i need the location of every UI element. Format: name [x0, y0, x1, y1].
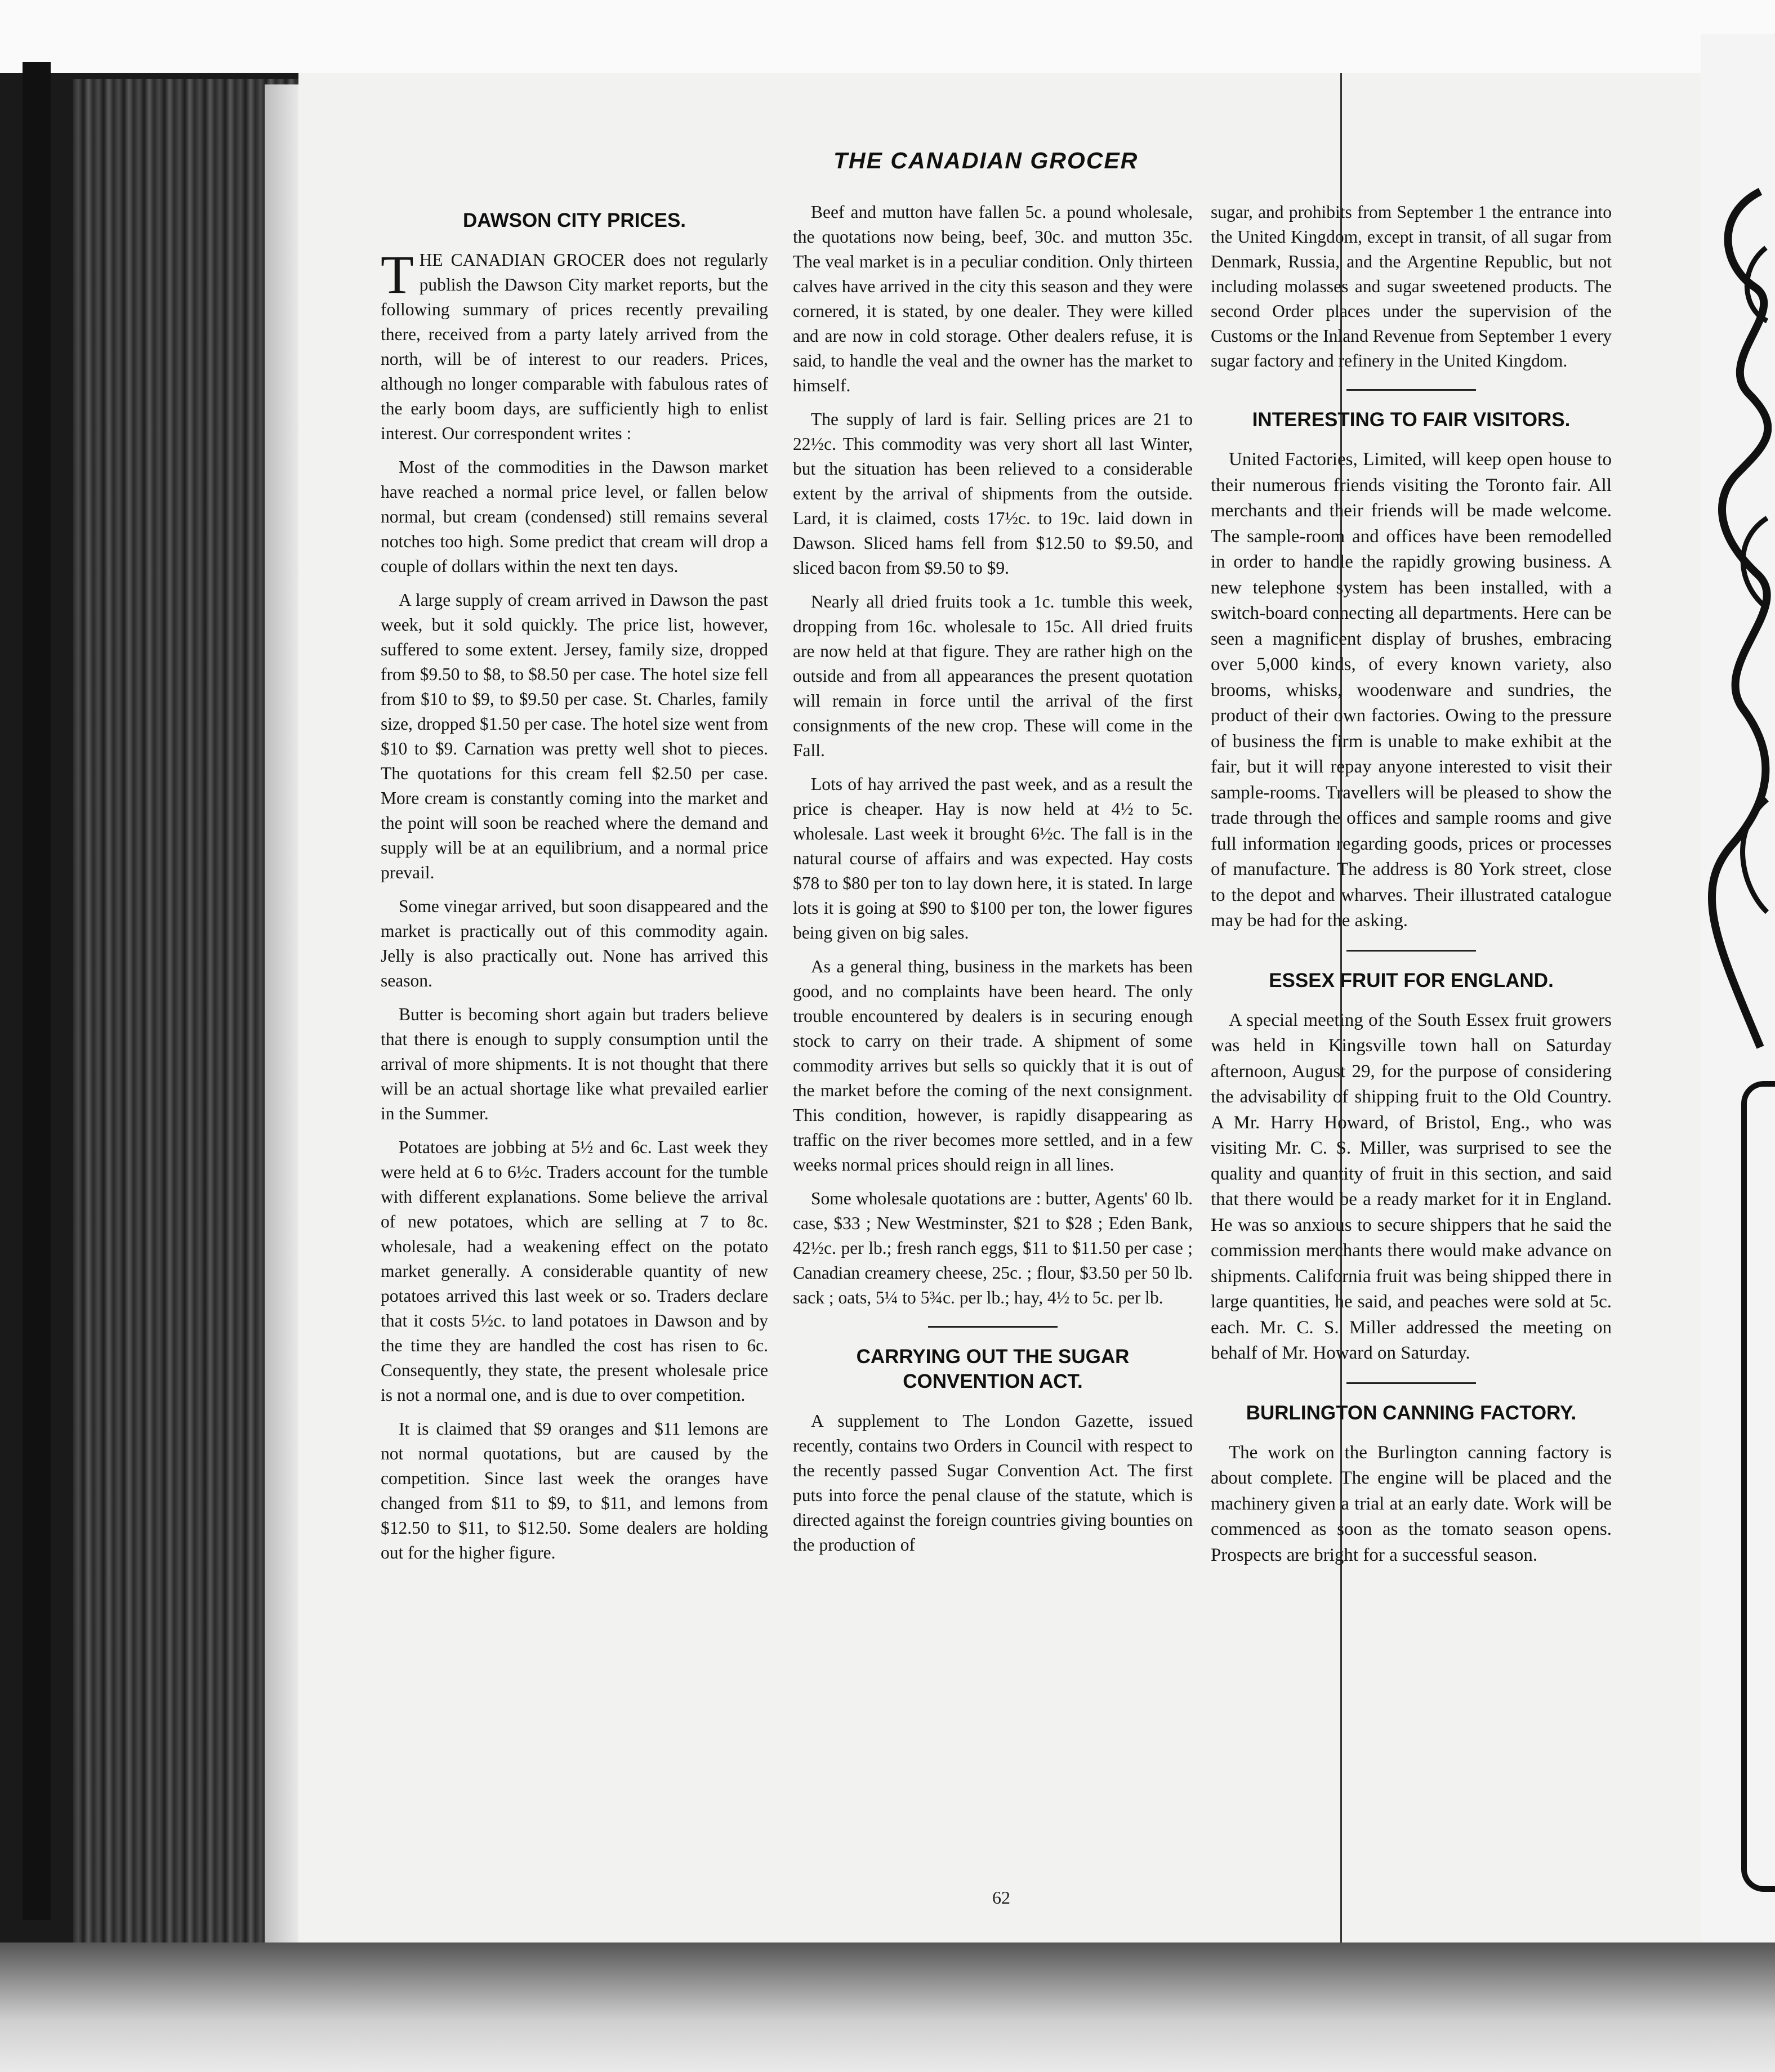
paragraph: A large supply of cream arrived in Dawson the past week, but it sold quickly. The price list, however, suffered to some extent. Jersey, family size, dropped from $9.50 to $8, to $8.50 per case. The hotel size fell from $10 to $9, to $9.50 per case. St. Charles, family size, dropped $1.50 per case. The hotel size went from $10 to $9. Carnation was pretty well shot to pieces. The quotations for this cream fell $2.50 per case. More cream is constantly coming into the market and the point will soon be reached where the demand and supply will be at an equilibrium, and a normal price prevail.: [381, 590, 768, 882]
paragraph: A special meeting of the South Essex fruit growers was held in Kingsville town hall on Saturday afternoon, August 29, for the purpose of considering the advisability of shipping fruit to the Old Country. A Mr. Harry Howard, of Bristol, Eng., who was visiting Mr. C. S. Miller, was surprised to see the quality and quantity of fruit in this section, and said that there would be a ready market for it in England. He was so anxious to secure shippers that he said the commission merchants there would make advance on shipments. California fruit was being shipped there in large quantities, he said, and peaches were sold at 5c. each. Mr. C. S. Miller addressed the meeting on behalf of Mr. Howard on Saturday.: [1211, 1010, 1612, 1363]
page-stack-edge: [265, 84, 298, 1942]
section-rule: [1346, 950, 1476, 952]
facing-page-frame: [1741, 1081, 1775, 1892]
film-border-bottom: [0, 1942, 1775, 2072]
section-rule: [1346, 389, 1476, 391]
paragraph: Butter is becoming short again but traders believe that there is enough to supply consumption until the arrival of more shipments. It is not thought that there will be an actual shortage like what prevailed earlier in the Summer.: [381, 1004, 768, 1123]
paragraph: As a general thing, business in the markets has been good, and no complaints have been heard. The only trouble encountered by dealers is in securing enough stock to carry on their trade. A shipment of some commodity arrives but sells so quickly that it is out of the market before the coming of the next consignment. This condition, however, is rapidly disappearing as traffic on the river becomes more settled, and in a few weeks normal prices should reign in all lines.: [793, 957, 1193, 1175]
film-border-top: [0, 0, 1775, 73]
headline-sugar-convention: CARRYING OUT THE SUGAR CONVENTION ACT.: [856, 1346, 1130, 1392]
page-number: 62: [992, 1887, 1010, 1908]
paragraph: Most of the commodities in the Dawson market have reached a normal price level, or fallen below normal, but cream (condensed) still remains several notches too high. Some predict that cream will drop a couple of dollars within the next ten days.: [381, 457, 768, 576]
paragraph: Some vinegar arrived, but soon disappeared and the market is practically out of this commodity again. Jelly is also practically out. None has arrived this season.: [381, 896, 768, 990]
headline-dawson: DAWSON CITY PRICES.: [462, 209, 686, 231]
paragraph: A supplement to The London Gazette, issued recently, contains two Orders in Council with respect to the recently passed Sugar Convention Act. The first puts into force the penal clause of the statute, which is directed against the foreign countries giving bounties on the production of: [793, 1411, 1193, 1555]
paragraph: Beef and mutton have fallen 5c. a pound wholesale, the quotations now being, beef, 30c. and mutton 35c. The veal market is in a peculiar condition. Only thirteen calves have arrived in the city this season and they were cornered, it is stated, by one dealer. They were killed and are now in cold storage. Other dealers refuse, it is said, to handle the veal and the owner has the market to himself.: [793, 202, 1193, 395]
ornament-scroll-icon: [1704, 180, 1772, 1059]
paragraph: It is claimed that $9 oranges and $11 lemons are not normal quotations, but are caused by the competition. Since last week the oranges have changed from $11 to $9, to $11, and lemons from $12.50 to $11, to $12.50. Some dealers are holding out for the higher figure.: [381, 1419, 768, 1562]
paragraph: Lots of hay arrived the past week, and as a result the price is cheaper. Hay is now held at 4½ to 5c. wholesale. Last week it brought 6½c. The fall is in the natural course of affairs and was expected. Hay costs $78 to $80 per ton to lay down here, it is stated. In large lots it is going at $90 to $100 per ton, the lower figures being given on big sales.: [793, 774, 1193, 943]
paragraph: THE CANADIAN GROCER does not regularly publish the Dawson City market reports, but the following summary of prices recently prevailing there, received from a party lately arrived from the north, will be of interest to our readers. Prices, although no longer comparable with fabulous rates of the early boom days, are sufficiently high to enlist interest. Our correspondent writes :: [381, 244, 768, 443]
paragraph: sugar, and prohibits from September 1 the entrance into the United Kingdom, except in transit, of all sugar from Denmark, Russia, and the Argentine Republic, but not including molasses and sugar sweetened products. The second Order places under the supervision of the Customs or the Inland Revenue from September 1 every sugar factory and refinery in the United Kingdom.: [1211, 202, 1612, 370]
dropcap: T: [381, 244, 414, 305]
film-edge-left: [23, 62, 51, 1920]
headline-essex-fruit: ESSEX FRUIT FOR ENGLAND.: [1269, 969, 1554, 992]
paragraph: United Factories, Limited, will keep open house to their numerous friends visiting the Toronto fair. All merchants and their friends will be made welcome. The sample-room and offices have been remodelled in order to handle the rapidly growing business. A new telephone system has been installed, with a switch-board connecting all departments. Here can be seen a magnificent display of brushes, embracing over 5,000 kinds, of every known variety, also brooms, whisks, woodenware and sundries, the product of their own factories. Owing to the pressure of business the firm is unable to make exhibit at the fair, but it will repay anyone interested to visit their sample-rooms. Travellers will be pleased to show the trade through the offices and sample rooms and give full information regarding goods, prices or processes of manufacture. The address is 80 York street, close to the depot and wharves. Their illustrated catalogue may be had for the asking.: [1211, 449, 1612, 931]
column-2: [793, 200, 1193, 1566]
paragraph: The work on the Burlington canning factory is about complete. The engine will be placed and the machinery given a trial at an early date. Work will be commenced as soon as the tomato season opens. Prospects are bright for a successful season.: [1211, 1442, 1612, 1565]
paragraph: Nearly all dried fruits took a 1c. tumble this week, dropping from 16c. wholesale to 15c. All dried fruits are now held at that figure. They are rather high on the outside and from all appearances the present quotation will remain in force until the arrival of the first consignments of the new crop. These will come in the Fall.: [793, 592, 1193, 760]
running-head: THE CANADIAN GROCER: [833, 148, 1139, 173]
column-1: [381, 208, 768, 1574]
section-rule: [1346, 1382, 1476, 1384]
paragraph: Potatoes are jobbing at 5½ and 6c. Last week they were held at 6 to 6½c. Traders account for the tumble with different explanations. Some believe the arrival of new potatoes, which are selling at 7 to 8c. wholesale, had a weakening effect on the potato market generally. A considerable quantity of new potatoes arrived this last week or so. Traders declare that it costs 5½c. to land potatoes in Dawson and by the time they are handled the cost has risen to 6c. Consequently, they state, the present wholesale price is not a normal one, and is due to over competition.: [381, 1137, 768, 1405]
headline-fair-visitors: INTERESTING TO FAIR VISITORS.: [1252, 409, 1571, 431]
facing-page-edge: [1701, 34, 1775, 1948]
headline-burlington: BURLINGTON CANNING FACTORY.: [1246, 1401, 1577, 1424]
section-rule: [928, 1326, 1058, 1328]
column-3: [1211, 200, 1612, 1577]
paragraph: The supply of lard is fair. Selling prices are 21 to 22½c. This commodity was very short all last Winter, but the situation has been relieved to a considerable extent by the arrival of shipments from the outside. Lard, it is claimed, costs 17½c. to 19c. laid down in Dawson. Sliced hams fell from $12.50 to $9.50, and sliced bacon from $9.50 to $9.: [793, 409, 1193, 578]
paragraph: Some wholesale quotations are : butter, Agents' 60 lb. case, $33 ; New Westminster, $21 to $28 ; Eden Bank, 42½c. per lb.; fresh ranch eggs, $11 to $11.50 per case ; Canadian creamery cheese, 25c. ; flour, $3.50 per 50 lb. sack ; oats, 5¼ to 5¾c. per lb.; hay, 4½ to 5c. per lb.: [793, 1189, 1193, 1307]
